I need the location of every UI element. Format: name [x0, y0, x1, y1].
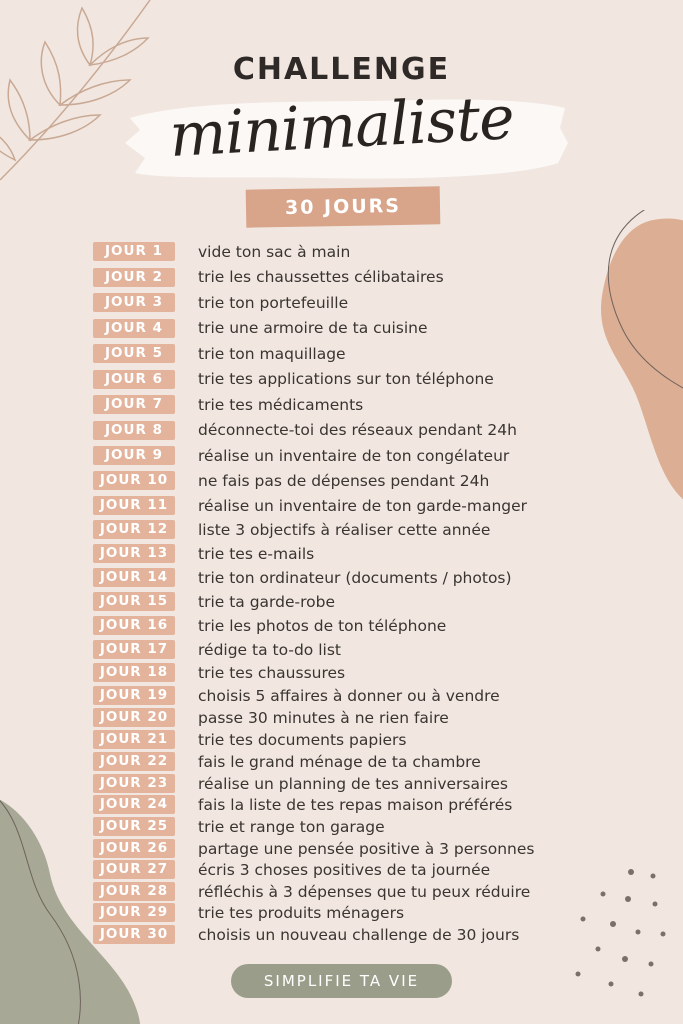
day-label: JOUR 1: [93, 242, 175, 261]
day-task: trie et range ton garage: [198, 817, 385, 836]
day-task: déconnecte-toi des réseaux pendant 24h: [198, 421, 517, 439]
dots-decoration-icon: [573, 864, 673, 1004]
day-row: [93, 319, 428, 338]
day-row: [93, 752, 481, 771]
day-task: écris 3 choses positives de ta journée: [198, 860, 491, 879]
day-row: [93, 839, 534, 858]
day-label: JOUR 27: [93, 860, 175, 879]
day-label: JOUR 30: [93, 925, 175, 944]
day-label: JOUR 25: [93, 817, 175, 836]
day-label: JOUR 22: [93, 752, 175, 771]
day-row: [93, 395, 363, 414]
day-task: rédige ta to-do list: [198, 640, 341, 659]
day-task: trie les chaussettes célibataires: [198, 268, 444, 286]
day-task: liste 3 objectifs à réaliser cette année: [198, 520, 491, 539]
day-row: [93, 268, 444, 287]
day-row: [93, 640, 341, 659]
day-task: trie une armoire de ta cuisine: [198, 319, 428, 337]
day-label: JOUR 21: [93, 730, 175, 749]
day-label: JOUR 8: [93, 421, 175, 440]
day-row: [93, 592, 335, 611]
day-row: [93, 520, 490, 539]
day-label: JOUR 9: [93, 446, 175, 465]
day-label: JOUR 18: [93, 663, 175, 682]
day-row: [93, 446, 509, 465]
day-row: [93, 568, 512, 587]
day-task: fais le grand ménage de ta chambre: [198, 752, 481, 771]
day-label: JOUR 29: [93, 903, 175, 922]
day-label: JOUR 5: [93, 344, 175, 363]
day-label: JOUR 17: [93, 640, 175, 659]
day-task: fais la liste de tes repas maison préférés: [198, 795, 513, 814]
days-badge: 30 JOURS: [246, 186, 441, 227]
day-label: JOUR 2: [93, 268, 175, 287]
day-task: trie ton ordinateur (documents / photos): [198, 568, 512, 587]
day-label: JOUR 6: [93, 370, 175, 389]
day-task: choisis un nouveau challenge de 30 jours: [198, 925, 520, 944]
day-row: [93, 795, 512, 814]
day-row: [93, 242, 350, 261]
day-row: [93, 616, 446, 635]
day-row: [93, 496, 527, 515]
day-task: partage une pensée positive à 3 personnes: [198, 839, 535, 858]
day-label: JOUR 15: [93, 592, 175, 611]
day-row: [93, 903, 404, 922]
day-task: ne fais pas de dépenses pendant 24h: [198, 471, 490, 490]
day-row: [93, 817, 385, 836]
simplifie-button[interactable]: SIMPLIFIE TA VIE: [231, 964, 452, 998]
day-row: [93, 925, 519, 944]
day-label: JOUR 4: [93, 319, 175, 338]
day-row: [93, 882, 530, 901]
day-label: JOUR 7: [93, 395, 175, 414]
day-task: réalise un inventaire de ton congélateur: [198, 446, 510, 465]
day-task: réalise un planning de tes anniversaires: [198, 774, 508, 793]
day-row: [93, 344, 346, 363]
day-label: JOUR 20: [93, 708, 175, 727]
day-row: [93, 774, 508, 793]
day-task: trie tes applications sur ton téléphone: [198, 370, 494, 388]
day-task: trie tes e-mails: [198, 544, 315, 563]
title-script: minimaliste: [167, 83, 516, 171]
day-label: JOUR 10: [93, 471, 175, 490]
day-label: JOUR 14: [93, 568, 175, 587]
day-row: [93, 686, 500, 705]
day-task: trie tes médicaments: [198, 395, 364, 414]
day-label: JOUR 19: [93, 686, 175, 705]
day-task: trie tes produits ménagers: [198, 903, 405, 922]
day-task: trie les photos de ton téléphone: [198, 616, 447, 635]
day-label: JOUR 23: [93, 774, 175, 793]
day-task: réfléchis à 3 dépenses que tu peux réduire: [198, 882, 531, 901]
day-task: trie ton portefeuille: [198, 293, 349, 312]
day-task: trie ta garde-robe: [198, 592, 336, 611]
day-row: [93, 370, 494, 389]
day-row: [93, 293, 348, 312]
day-label: JOUR 3: [93, 293, 175, 312]
day-task: trie ton maquillage: [198, 344, 346, 363]
day-row: [93, 544, 314, 563]
day-task: vide ton sac à main: [198, 242, 351, 261]
day-task: trie tes documents papiers: [198, 730, 407, 749]
day-label: JOUR 12: [93, 520, 175, 539]
day-label: JOUR 26: [93, 839, 175, 858]
blob-right-decoration: [593, 210, 683, 510]
title-challenge: CHALLENGE: [232, 52, 451, 87]
day-label: JOUR 24: [93, 795, 175, 814]
day-label: JOUR 16: [93, 616, 175, 635]
day-row: [93, 663, 345, 682]
day-label: JOUR 11: [93, 496, 175, 515]
day-task: choisis 5 affaires à donner ou à vendre: [198, 686, 500, 705]
day-row: [93, 730, 407, 749]
day-task: trie tes chaussures: [198, 663, 346, 682]
day-row: [93, 708, 449, 727]
day-row: [93, 471, 489, 490]
day-task: passe 30 minutes à ne rien faire: [198, 708, 449, 727]
day-label: JOUR 28: [93, 882, 175, 901]
day-row: [93, 421, 517, 440]
day-task: réalise un inventaire de ton garde-manger: [198, 496, 528, 515]
day-row: [93, 860, 490, 879]
day-label: JOUR 13: [93, 544, 175, 563]
